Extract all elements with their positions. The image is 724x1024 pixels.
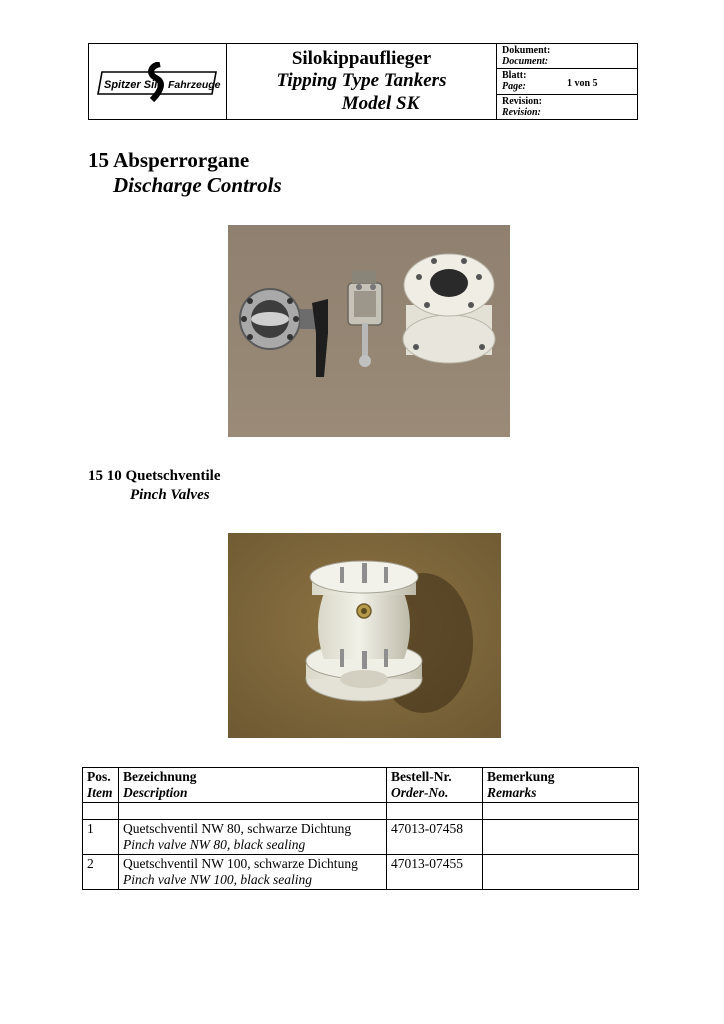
meta-page: [497, 69, 637, 94]
row-description: [119, 855, 387, 890]
col-header-order-no-en: Order-No.: [391, 785, 449, 800]
col-header-order-no: [387, 768, 483, 803]
revision-label-de: Revision:: [502, 95, 542, 107]
row-pos: 2: [83, 855, 119, 890]
col-header-description-en: Description: [123, 785, 188, 800]
row-description-de: Quetschventil NW 80, schwarze Dichtung: [123, 821, 352, 836]
document-label-de: Dokument:: [502, 45, 551, 56]
logo-text-left: Spitzer Silo: [103, 78, 164, 91]
col-header-description-de: Bezeichnung: [123, 769, 197, 784]
row-order-no: 47013-07455: [387, 855, 483, 890]
header-title-en: Tipping Type Tankers: [276, 70, 447, 91]
document-header: [88, 43, 638, 120]
table-header-row: [83, 768, 639, 803]
company-logo: [89, 44, 227, 119]
revision-label-en: Revision:: [502, 106, 541, 118]
logo-text-right: Fahrzeuge: [167, 78, 221, 91]
page-label-de: Blatt:: [502, 70, 527, 82]
subsection-heading-en: Pinch Valves: [130, 487, 210, 503]
pinch-valve-icon: [403, 254, 495, 363]
col-header-remarks-de: Bemerkung: [487, 769, 555, 784]
table-row: [83, 855, 639, 890]
table-spacer-row: [83, 803, 639, 820]
col-header-pos-en: Item: [87, 785, 113, 800]
page-label-en: Page:: [502, 81, 526, 93]
section-heading-en: Discharge Controls: [113, 173, 282, 197]
row-description-de: Quetschventil NW 100, schwarze Dichtung: [123, 856, 358, 871]
meta-document: [497, 44, 637, 69]
section-heading-de: 15 Absperrorgane: [88, 148, 250, 172]
row-pos: 1: [83, 820, 119, 855]
header-title-block: [227, 44, 497, 119]
col-header-remarks: [483, 768, 639, 803]
header-meta: [497, 44, 637, 119]
row-description: [119, 820, 387, 855]
header-title-de: Silokippauflieger: [291, 48, 432, 69]
row-order-no: 47013-07458: [387, 820, 483, 855]
col-header-pos-de: Pos.: [87, 769, 111, 784]
row-remarks: [483, 855, 639, 890]
col-header-order-no-de: Bestell-Nr.: [391, 769, 452, 784]
table-row: [83, 820, 639, 855]
row-description-en: Pinch valve NW 100, black sealing: [123, 872, 312, 887]
header-model: Model SK: [341, 93, 420, 114]
pinch-valve-icon: [306, 561, 422, 701]
page-value: 1 von 5: [567, 78, 598, 90]
document-label-en: Document:: [502, 56, 549, 67]
row-description-en: Pinch valve NW 80, black sealing: [123, 837, 306, 852]
col-header-remarks-en: Remarks: [487, 785, 537, 800]
col-header-description: [119, 768, 387, 803]
meta-revision: [497, 95, 637, 119]
spitzer-logo-icon: [94, 62, 222, 102]
subsection-heading-de: 15 10 Quetschventile: [88, 468, 221, 484]
valves-overview-photo: [228, 225, 510, 437]
col-header-pos: [83, 768, 119, 803]
pinch-valve-photo: [228, 533, 501, 738]
parts-table: [82, 767, 639, 890]
row-remarks: [483, 820, 639, 855]
